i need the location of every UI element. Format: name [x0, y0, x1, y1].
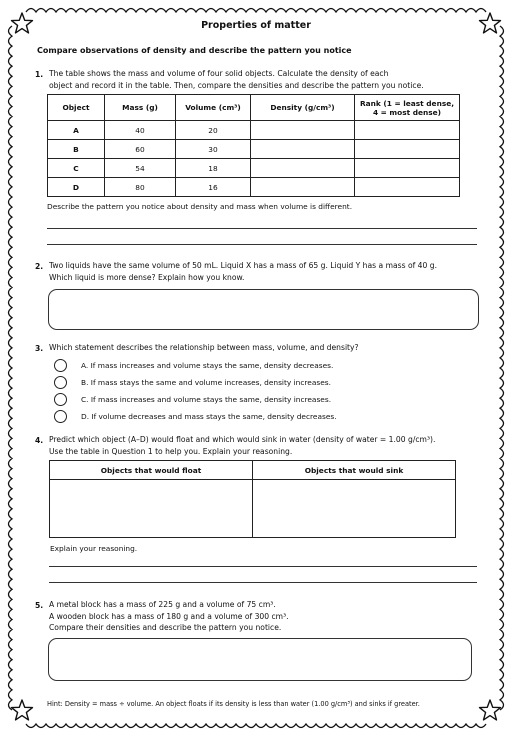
q3-option-a-label: A. If mass increases and volume stays the same, density decreases. [81, 361, 334, 370]
q1-line-1: The table shows the mass and volume of four solid objects. Calculate the density of each [49, 69, 389, 78]
rank-input-cell[interactable] [355, 159, 460, 178]
q1-answer-line-1[interactable] [47, 228, 477, 229]
col-header-density: Density (g/cm³) [251, 95, 355, 121]
q5-line-2: A wooden block has a mass of 180 g and a volume of 300 cm³. [49, 611, 289, 621]
mass-cell: 80 [105, 178, 176, 197]
rank-input-cell[interactable] [355, 178, 460, 197]
scalloped-edge [26, 724, 486, 728]
q2-line-1: Two liquids have the same volume of 50 mL. Liquid X has a mass of 65 g. Liquid Y has a mass of 40 g. [49, 261, 437, 270]
col-header-rank-line-2: 4 = most dense) [372, 107, 442, 117]
rank-input-cell[interactable] [355, 121, 460, 140]
q3-option-d[interactable] [54, 410, 454, 424]
q4-line-2: Use the table in Question 1 to help you. Explain your reasoning. [49, 446, 293, 456]
q5-number: 5. [35, 601, 44, 610]
q3-option-b[interactable] [54, 376, 454, 390]
table-row [48, 140, 460, 159]
q2-number: 2. [35, 262, 44, 271]
q1-number: 1. [35, 70, 44, 79]
density-input-cell[interactable] [251, 121, 355, 140]
corner-star-icon [12, 700, 33, 720]
table-row [48, 159, 460, 178]
q2-text [49, 260, 479, 283]
q3-option-a[interactable] [54, 359, 454, 373]
q1-answer-line-2[interactable] [47, 244, 477, 245]
rank-input-cell[interactable] [355, 140, 460, 159]
col-header-volume: Volume (cm³) [176, 95, 251, 121]
page-title: Properties of matter [201, 20, 311, 31]
q4-number: 4. [35, 436, 44, 445]
q4-text [49, 434, 489, 457]
mass-cell: 60 [105, 140, 176, 159]
q3-text: Which statement describes the relationship between mass, volume, and density? [49, 343, 359, 352]
q5-line-1: A metal block has a mass of 225 g and a volume of 75 cm³. [49, 600, 276, 609]
q2-line-2: Which liquid is more dense? Explain how you know. [49, 272, 245, 282]
q5-text [49, 599, 479, 634]
volume-cell: 20 [176, 121, 251, 140]
q3-number: 3. [35, 344, 44, 353]
radio-circle-icon[interactable] [54, 376, 67, 389]
object-cell: D [48, 178, 105, 197]
q2-answer-box[interactable] [48, 289, 479, 330]
q4-explain-prompt: Explain your reasoning. [50, 544, 138, 553]
q4-answer-line-2[interactable] [49, 582, 477, 583]
density-input-cell[interactable] [251, 159, 355, 178]
radio-circle-icon[interactable] [54, 393, 67, 406]
scalloped-edge [9, 26, 13, 710]
q5-answer-box[interactable] [48, 638, 472, 681]
scalloped-edge [26, 9, 486, 13]
float-sink-table [49, 460, 456, 538]
col-header-sink: Objects that would sink [253, 461, 456, 480]
q3-option-d-label: D. If volume decreases and mass stays the same, density decreases. [81, 412, 337, 421]
q4-answer-line-1[interactable] [49, 566, 477, 567]
density-table [47, 94, 460, 197]
corner-star-icon [480, 700, 501, 720]
mass-cell: 40 [105, 121, 176, 140]
radio-circle-icon[interactable] [54, 359, 67, 372]
object-cell: C [48, 159, 105, 178]
table-row [48, 178, 460, 197]
q1-text [49, 68, 479, 91]
col-header-float: Objects that would float [50, 461, 253, 480]
q1-pattern-prompt: Describe the pattern you notice about density and mass when volume is different. [47, 202, 353, 211]
col-header-object: Object [48, 95, 105, 121]
col-header-rank-line-1: Rank (1 = least dense, [359, 98, 455, 108]
table-row [48, 121, 460, 140]
mass-cell: 54 [105, 159, 176, 178]
scalloped-edge [500, 26, 504, 710]
page-subtitle: Compare observations of density and describe the pattern you notice [37, 46, 352, 55]
float-sink-answer-row [50, 480, 456, 538]
q5-line-3: Compare their densities and describe the pattern you notice. [49, 623, 282, 632]
hint-text: Hint: Density = mass ÷ volume. An object floats if its density is less than water (1.00 g/cm³) and sinks if greater. [47, 700, 420, 708]
q1-line-2: object and record it in the table. Then, compare the densities and describe the pattern you notice. [49, 80, 424, 90]
object-cell: A [48, 121, 105, 140]
density-input-cell[interactable] [251, 178, 355, 197]
radio-circle-icon[interactable] [54, 410, 67, 423]
sink-answer-cell[interactable] [253, 480, 456, 538]
q3-option-b-label: B. If mass stays the same and volume increases, density increases. [81, 378, 331, 387]
object-cell: B [48, 140, 105, 159]
volume-cell: 18 [176, 159, 251, 178]
float-answer-cell[interactable] [50, 480, 253, 538]
q4-line-1: Predict which object (A–D) would float and which would sink in water (density of water = 1.00 g/cm³). [49, 435, 436, 444]
float-sink-header-row [50, 461, 456, 480]
q3-option-c-label: C. If mass increases and volume stays the same, density increases. [81, 395, 332, 404]
volume-cell: 30 [176, 140, 251, 159]
col-header-rank [355, 95, 460, 121]
col-header-mass: Mass (g) [105, 95, 176, 121]
volume-cell: 16 [176, 178, 251, 197]
q3-option-c[interactable] [54, 393, 454, 407]
density-input-cell[interactable] [251, 140, 355, 159]
density-table-header-row [48, 95, 460, 121]
